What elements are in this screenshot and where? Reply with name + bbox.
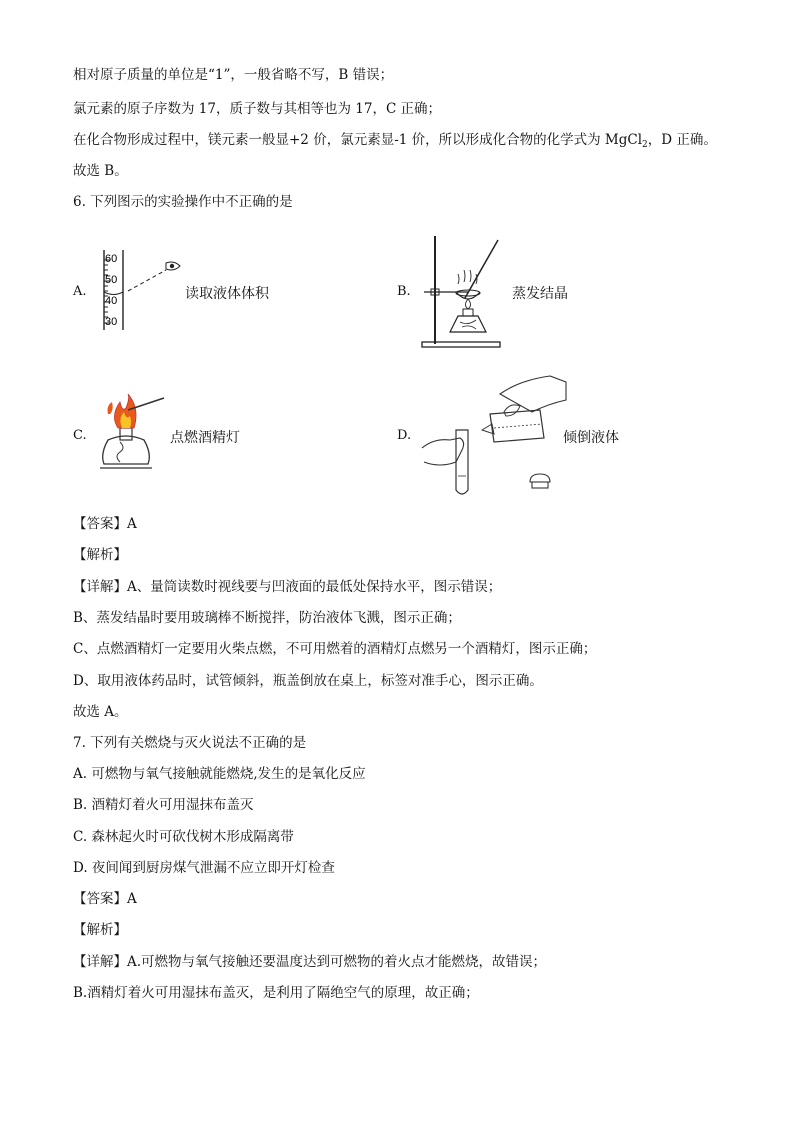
evaporation-figure: [420, 234, 502, 350]
text-segment: ，D 正确。: [647, 132, 717, 148]
option-b-letter: B.: [397, 284, 411, 299]
option-a-caption: 读取液体体积: [185, 286, 269, 302]
alcohol-lamp-figure: [94, 392, 166, 474]
option-c-letter: C.: [73, 428, 87, 443]
detail-line: C、点燃酒精灯一定要用火柴点燃，不可用燃着的酒精灯点燃另一个酒精灯，图示正确；: [73, 641, 597, 657]
cylinder-tick-label: 50: [105, 274, 118, 286]
text-line: 故选 B。: [73, 163, 128, 179]
text-line: [73, 131, 717, 154]
text-line: 相对原子质量的单位是“1”，一般省略不写，B 错误；: [73, 67, 394, 83]
text-line: 氯元素的原子序数为 17，质子数与其相等也为 17，C 正确；: [73, 101, 442, 117]
detail-line: 【详解】A.可燃物与氧气接触还要温度达到可燃物的着火点才能燃烧，故错误；: [73, 954, 547, 970]
text-segment: 在化合物形成过程中，镁元素一般显+2 价，氯元素显-1 价，所以形成化合物的化学式为 MgCl: [73, 132, 643, 148]
answer-label: 【答案】A: [73, 891, 137, 907]
detail-line: D、取用液体药品时，试管倾斜，瓶盖倒放在桌上，标签对准手心，图示正确。: [73, 673, 543, 689]
answer-label: 【答案】A: [73, 516, 137, 532]
option-line: C. 森林起火时可砍伐树木形成隔离带: [73, 829, 294, 845]
option-a-letter: A.: [73, 284, 87, 299]
option-d-caption: 倾倒液体: [563, 430, 619, 446]
cylinder-tick-label: 30: [105, 316, 118, 328]
detail-line: 【详解】A、量筒读数时视线要与凹液面的最低处保持水平，图示错误；: [73, 579, 502, 595]
option-c-caption: 点燃酒精灯: [170, 430, 240, 446]
subscript: 2: [642, 140, 648, 150]
graduated-cylinder-figure: [94, 248, 194, 332]
detail-line: B.酒精灯着火可用湿抹布盖灭，是利用了隔绝空气的原理，故正确；: [73, 985, 479, 1001]
cylinder-tick-label: 40: [105, 295, 118, 307]
option-line: B. 酒精灯着火可用湿抹布盖灭: [73, 797, 254, 813]
option-line: D. 夜间闻到厨房煤气泄漏不应立即开灯检查: [73, 860, 335, 876]
choose-line: 故选 A。: [73, 704, 128, 720]
analysis-label: 【解析】: [73, 922, 127, 938]
option-b-caption: 蒸发结晶: [512, 286, 568, 302]
pouring-liquid-figure: [420, 372, 568, 498]
option-line: A. 可燃物与氧气接触就能燃烧,发生的是氧化反应: [73, 766, 366, 782]
option-d-letter: D.: [397, 428, 412, 443]
detail-line: B、蒸发结晶时要用玻璃棒不断搅拌，防治液体飞溅，图示正确；: [73, 610, 461, 626]
analysis-label: 【解析】: [73, 547, 127, 563]
question-7-stem: 7. 下列有关燃烧与灭火说法不正确的是: [73, 735, 307, 751]
cylinder-tick-label: 60: [105, 253, 118, 265]
question-6-stem: 6. 下列图示的实验操作中不正确的是: [73, 194, 293, 210]
